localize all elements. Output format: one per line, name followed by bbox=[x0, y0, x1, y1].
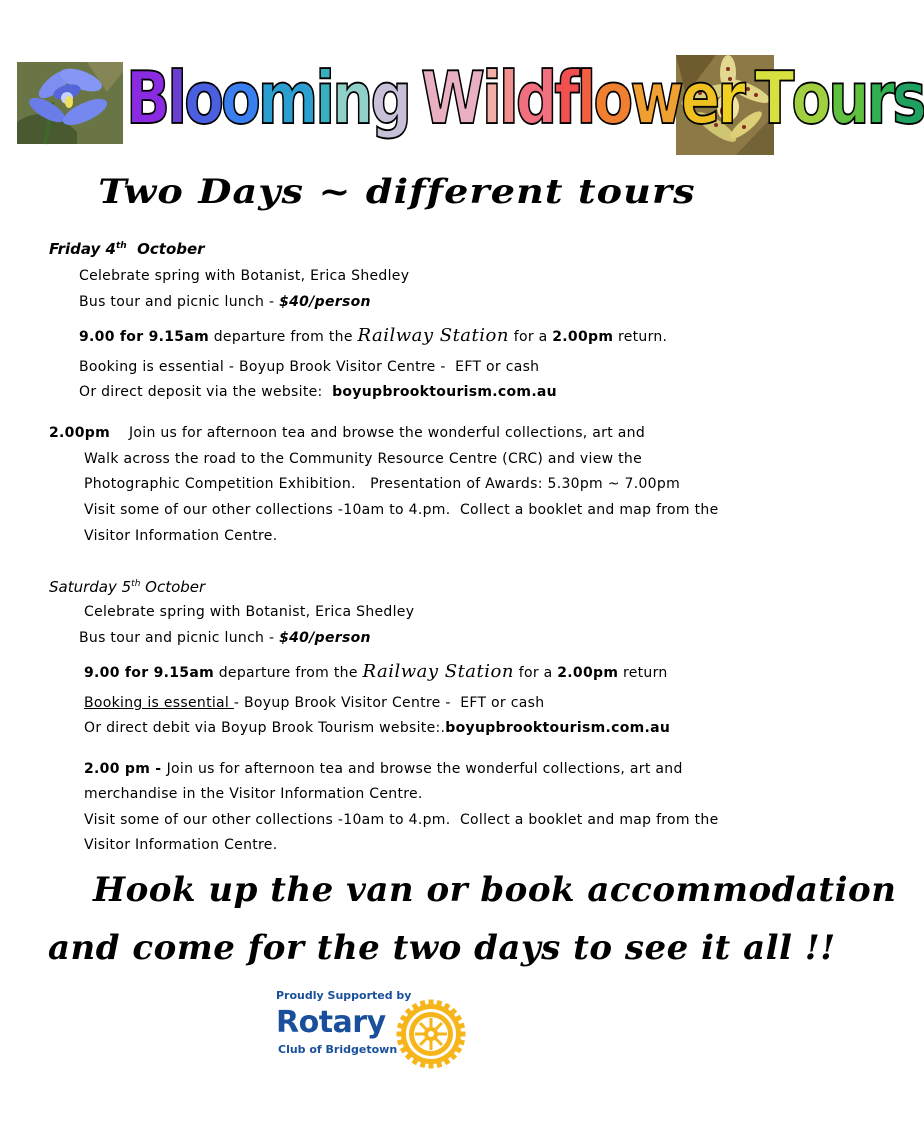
saturday-afternoon-line-4: Visitor Information Centre. bbox=[84, 837, 278, 853]
sponsor-club: Club of Bridgetown bbox=[278, 1043, 398, 1056]
title-letter: o bbox=[184, 55, 221, 141]
saturday-heading: Saturday 5th October bbox=[49, 578, 206, 596]
closing-line-2: and come for the two days to see it all !! bbox=[48, 928, 836, 968]
saturday-bus-tour-line: Bus tour and picnic lunch - $40/person bbox=[79, 630, 371, 646]
title-letter: s bbox=[892, 55, 924, 141]
title-letter: o bbox=[220, 55, 258, 141]
title-letter: d bbox=[515, 55, 555, 141]
title-letter: g bbox=[370, 55, 409, 141]
title-letter: l bbox=[576, 55, 594, 141]
title-letter: i bbox=[315, 55, 333, 141]
title-letter: l bbox=[167, 55, 185, 141]
friday-botanist-line: Celebrate spring with Botanist, Erica Shedley bbox=[79, 268, 410, 284]
title-letter bbox=[743, 29, 755, 167]
title-letter bbox=[409, 29, 421, 167]
railway-station-label: Railway Station bbox=[357, 325, 509, 346]
saturday-departure-line: 9.00 for 9.15am departure from the Railway Station for a 2.00pm return bbox=[84, 661, 668, 682]
title-letter: o bbox=[791, 55, 829, 141]
website-link: boyupbrooktourism.com.au bbox=[445, 720, 671, 736]
friday-afternoon-line: 2.00pm Join us for afternoon tea and browse the wonderful collections, art and bbox=[49, 425, 646, 441]
saturday-afternoon-line-2: merchandise in the Visitor Information Centre. bbox=[84, 786, 423, 802]
afternoon-line-4: Visit some of our other collections -10am to 4.pm. Collect a booklet and map from the bbox=[84, 502, 719, 518]
title-letter: W bbox=[420, 55, 482, 141]
title-letter: T bbox=[754, 55, 792, 141]
title-letter: i bbox=[481, 55, 499, 141]
title-letter: n bbox=[332, 55, 371, 141]
rotary-wheel-icon bbox=[394, 997, 468, 1071]
railway-station-label: Railway Station bbox=[362, 661, 514, 682]
title-letter: u bbox=[828, 55, 867, 141]
title-letter: m bbox=[257, 55, 316, 141]
saturday-afternoon-line: 2.00 pm - Join us for afternoon tea and browse the wonderful collections, art and bbox=[84, 761, 683, 777]
saturday-botanist-line: Celebrate spring with Botanist, Erica Shedley bbox=[84, 604, 415, 620]
friday-price: $40/person bbox=[279, 294, 371, 310]
friday-booking-line: Booking is essential - Boyup Brook Visitor Centre - EFT or cash bbox=[79, 359, 540, 375]
saturday-debit-line: Or direct debit via Boyup Brook Tourism website:.boyupbrooktourism.com.au bbox=[84, 720, 671, 736]
closing-line-1: Hook up the van or book accommodation bbox=[93, 870, 897, 910]
title-letter: B bbox=[126, 55, 168, 141]
title-letter: e bbox=[680, 55, 718, 141]
saturday-price: $40/person bbox=[279, 630, 371, 646]
website-link: boyupbrooktourism.com.au bbox=[332, 384, 557, 400]
sponsor-logo bbox=[276, 989, 476, 1069]
friday-heading: Friday 4th October bbox=[49, 240, 205, 258]
sponsor-name: Rotary bbox=[276, 1005, 386, 1040]
sponsor-supported-text: Proudly Supported by bbox=[276, 989, 412, 1002]
title-letter: r bbox=[717, 55, 743, 141]
page-title bbox=[126, 29, 924, 179]
title-letter: r bbox=[866, 55, 893, 141]
subtitle: Two Days ~ different tours bbox=[98, 172, 696, 212]
friday-bus-tour-line: Bus tour and picnic lunch - $40/person bbox=[79, 294, 371, 310]
afternoon-line-2: Walk across the road to the Community Resource Centre (CRC) and view the bbox=[84, 451, 642, 467]
friday-departure-line: 9.00 for 9.15am departure from the Railway Station for a 2.00pm return. bbox=[79, 325, 668, 346]
saturday-booking-line: Booking is essential - Boyup Brook Visitor Centre - EFT or cash bbox=[84, 695, 545, 711]
friday-deposit-line: Or direct deposit via the website: boyupbrooktourism.com.au bbox=[79, 384, 557, 400]
title-letter: o bbox=[593, 55, 631, 141]
title-letter: w bbox=[630, 55, 681, 141]
title-letter: l bbox=[498, 55, 516, 141]
blue-orchid-photo bbox=[17, 62, 123, 144]
afternoon-line-3: Photographic Competition Exhibition. Presentation of Awards: 5.30pm ~ 7.00pm bbox=[84, 476, 681, 492]
saturday-afternoon-line-3: Visit some of our other collections -10am to 4.pm. Collect a booklet and map from the bbox=[84, 812, 719, 828]
title-letter: f bbox=[554, 55, 577, 141]
afternoon-line-5: Visitor Information Centre. bbox=[84, 528, 278, 544]
